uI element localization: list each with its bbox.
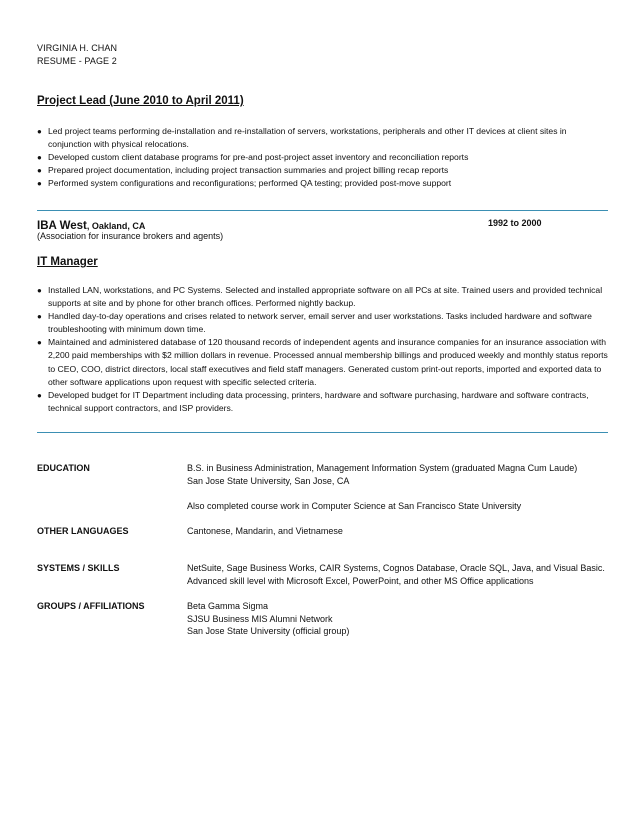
list-item: ● Maintained and administered database of 120 thousand records of independent agents and insurance companies for an insurance association with 2,200 paid memberships with $2 million dollars in revenue. Processed annual membership billings and produced weekly and monthly status reports to CEO, COO, district directors, local staff executives and field staff managers. Generated custom print-out reports, imported and exported data to other software applications upon request with specific selected criteria. — [37, 337, 608, 387]
list-item: ● Prepared project documentation, including project transaction summaries and project billing recap reports — [37, 164, 611, 177]
section-divider — [37, 210, 608, 211]
list-item: ● Performed system configurations and reconfigurations; performed QA testing; provided post-move support — [37, 177, 611, 190]
school-line: San Jose State University, San Jose, CA — [187, 475, 350, 486]
languages-label: OTHER LANGUAGES — [37, 526, 129, 536]
list-item: Beta Gamma Sigma — [187, 601, 269, 611]
education-details — [187, 462, 577, 487]
education-label: EDUCATION — [37, 463, 90, 473]
skills-line: NetSuite, Sage Business Works, CAIR Systems, Cognos Database, Oracle SQL, Java, and Visual Basic. — [187, 563, 605, 573]
bullet-icon: ● — [37, 390, 42, 400]
groups-list — [187, 600, 349, 638]
languages-value: Cantonese, Mandarin, and Vietnamese — [187, 526, 343, 536]
bullet-icon: ● — [37, 286, 42, 295]
bullet-icon: ● — [37, 127, 42, 136]
list-item: SJSU Business MIS Alumni Network — [187, 613, 333, 624]
bullet-icon: ● — [37, 179, 42, 189]
additional-coursework: Also completed course work in Computer Science at San Francisco State University — [187, 501, 522, 511]
company-name: IBA West — [37, 220, 87, 232]
bullet-icon: ● — [37, 338, 42, 348]
job1-bullet-list — [37, 125, 611, 190]
candidate-name: VIRGINIA H. CHAN — [37, 43, 118, 53]
section-divider — [37, 432, 608, 433]
company-description: (Association for insurance brokers and agents) — [37, 231, 224, 241]
list-item: ● Installed LAN, workstations, and PC Systems. Selected and installed appropriate software on all PCs at site. Trained users and provided technical supports at site and by phone for other branch offices. Performed nightly backup. — [37, 285, 603, 309]
job-title-project-lead: Project Lead (June 2010 to April 2011) — [37, 95, 244, 107]
job2-bullet-list — [37, 284, 611, 415]
list-item: ● Led project teams performing de-installation and re-installation of servers, workstations, peripherals and other IT devices at client sites in conjunction with physical relocations. — [37, 126, 567, 150]
employment-years: 1992 to 2000 — [488, 218, 542, 228]
bullet-icon: ● — [37, 166, 42, 176]
list-item: San Jose State University (official group) — [187, 626, 350, 636]
list-item: ● Handled day-to-day operations and crises related to network server, email server and user workstations. Tasks included hardware and software troubleshooting with minimum down time. — [37, 311, 592, 335]
page-header — [37, 42, 117, 68]
skills-label: SYSTEMS / SKILLS — [37, 563, 120, 573]
company-location: , Oakland, CA — [86, 221, 146, 231]
skills-line: Advanced skill level with Microsoft Excel, PowerPoint, and other MS Office applications — [187, 575, 534, 586]
job-title-it-manager: IT Manager — [37, 256, 98, 268]
list-item: ● Developed custom client database programs for pre-and post-project asset inventory and reconciliation reports — [37, 151, 611, 164]
skills-details — [187, 562, 605, 587]
bullet-icon: ● — [37, 312, 42, 322]
groups-label: GROUPS / AFFILIATIONS — [37, 601, 145, 611]
degree-line: B.S. in Business Administration, Management Information System (graduated Magna Cum Laude) — [187, 463, 578, 473]
page-number-label: RESUME - PAGE 2 — [37, 56, 117, 66]
bullet-icon: ● — [37, 153, 42, 163]
list-item: ● Developed budget for IT Department including data processing, printers, hardware and software purchasing, hardware and software contracts, technical support contractors, and ISP providers. — [37, 389, 589, 413]
